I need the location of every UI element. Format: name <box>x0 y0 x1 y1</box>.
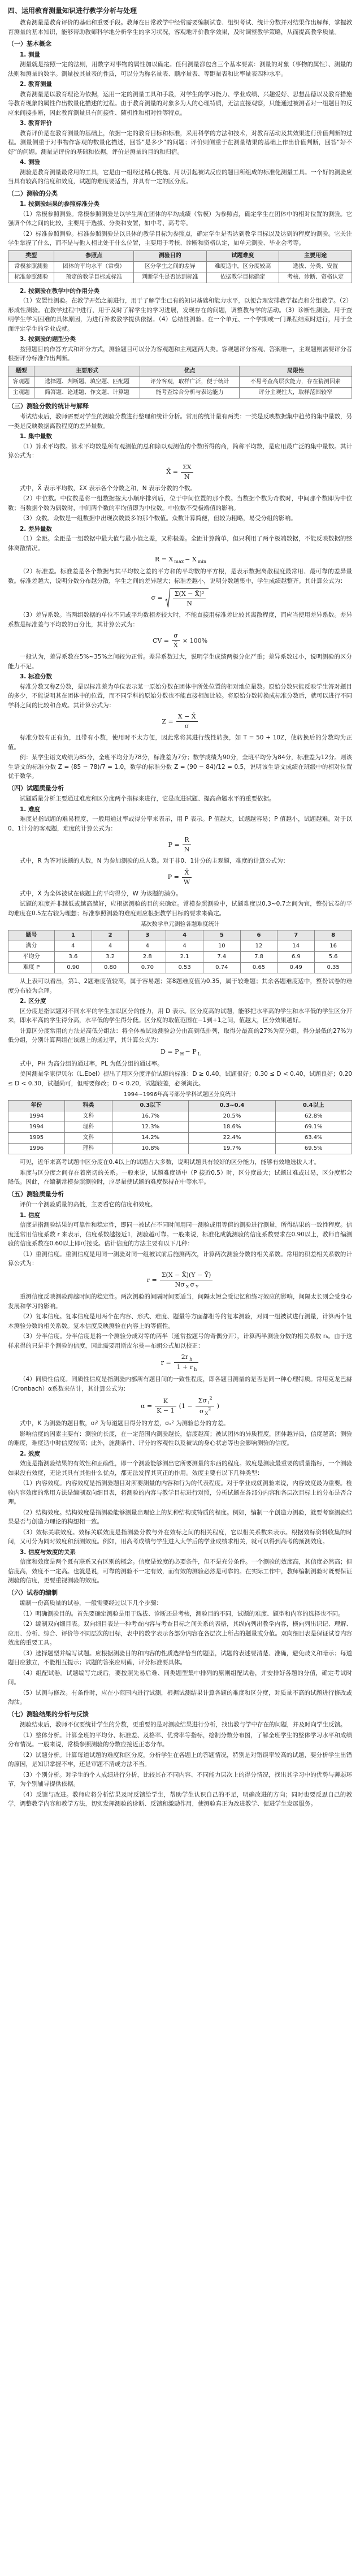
paragraph: （2）中位数。中位数是将一组数据按大小顺序排列后，位于中间位置的那个数。当数据个数为奇数时，中间那个数即为中位数；当数据个数为偶数时，中间两个数的平均值即为中位数。中位数不受极端值的影响。 <box>8 495 352 512</box>
formula-text: Z = <box>162 717 174 725</box>
fraction-numerator: ΣX <box>181 464 193 473</box>
paragraph: 式中，X̄ 表示平均数，ΣX 表示各个分数之和，N 表示分数的个数。 <box>20 484 196 492</box>
paragraph: 从上表可以看出，第1、2题难度值较高，属于容易题；第8题难度值为0.35，属于较难题；其余各题难度适中，整份试卷的难度分布较为合理。 <box>8 978 352 994</box>
fraction-numerator: X̄ <box>182 869 192 878</box>
table-cell: 满分 <box>8 941 55 952</box>
table-cell: 4 <box>92 941 129 952</box>
table-cell: 区分学生之间的差异 <box>133 261 206 272</box>
table-header-cell: 0.3以下 <box>112 1101 188 1111</box>
table-header-cell: 参照点 <box>54 250 133 261</box>
formula-subscript: Y <box>196 1284 199 1290</box>
subsection-heading: 2. 教育测量 <box>20 81 52 88</box>
table-cell: 文科 <box>64 1111 112 1122</box>
fraction-numerator <box>196 1396 214 1406</box>
section-heading: （三）测验分数的统计与解释 <box>8 402 89 410</box>
table-cell: 常模参照测验 <box>8 261 54 272</box>
table-header-cell: 主要形式 <box>34 366 140 376</box>
table-header-cell: 优点 <box>140 366 240 376</box>
fraction-numerator: Σ(X − X̄)(Y − Ȳ) <box>160 1271 213 1280</box>
paragraph: （2）复本信度。复本信度是用两个在内容、形式、难度、题量等方面都相等的复本测验，对同一组被试进行测量，计算两个复本测验分数的相关系数。复本信度反映测验在内容上的等值性。 <box>8 1313 352 1330</box>
fraction-numerator: Σ(X − X̄)² <box>173 590 206 599</box>
paragraph: 编制一份高质量的试卷，一般需要经过以下几个步骤： <box>20 1600 162 1607</box>
paragraph: 教育评价是在教育测量的基础上，依据一定的教育目标和标准，采用科学的方法和技术，对教育活动及其效果进行价值判断的过程。测量侧重于对事物作客观的数量化描述，回答“是多少”的问题；评价则侧重于在测量结果的基础上作出价值判断，回答“好不好”的问题。测量是评价的基础和依据，评价是测量的目的和归宿。 <box>8 129 352 155</box>
paragraph: 区分度是指试题对不同水平的学生加以区分的能力，用 D 表示。区分度高的试题，能够把水平高的学生和水平低的学生区分开来，即水平高的学生得分高，水平低的学生得分低。区分度的取值范围在−1到+1之间，值越大，区分效果越好。 <box>8 1007 352 1024</box>
table-header-cell: 2 <box>92 930 129 941</box>
formula-fraction <box>182 869 192 886</box>
paragraph: 评价一个测验质量的高低，主要看它的信度和效度。 <box>20 1201 157 1209</box>
subsection-heading: 2. 效度 <box>20 1450 40 1457</box>
table-cell: 4 <box>55 941 92 952</box>
paragraph: （1）全距。全距是一组数据中最大值与最小值之差，又称极差。全距计算简单，但只利用了两个极端数据，不能反映数据的整体离散情况。 <box>8 535 352 552</box>
table-cell: 团体的平均水平（常模） <box>54 261 133 272</box>
formula-text: − P <box>185 1047 197 1055</box>
paragraph: 测验结束后，教师不仅要统计学生的分数，更重要的是对测验结果进行分析，找出教与学中存在的问题，并及时向学生反馈。 <box>20 1721 346 1729</box>
table-cell: 62.8% <box>275 1111 352 1122</box>
paragraph: （1）算术平均数。算术平均数是所有观测值的总和除以观测值的个数所得的商，简称平均数，是应用最广泛的集中量数。其计算公式为： <box>8 443 352 459</box>
formula-text: ) <box>216 1402 219 1410</box>
table-cell: 评分主观性大，取样范围较窄 <box>239 387 352 398</box>
table-cell: 预定的教学目标或标准 <box>54 272 133 283</box>
paragraph: 式中，K 为测验的题目数，σᵢ² 为每道题目得分的方差，σₓ² 为测验总分的方差。 <box>20 1420 229 1427</box>
paragraph: 式中，X̄ 为全体被试在该题上的平均得分，W 为该题的满分。 <box>20 890 182 897</box>
paragraph: 影响信度的因素主要有：测验的长度，在一定范围内测验越长，信度越高；被试团体的异质程度，团体越异质，信度越高；测验的难度，难度适中时信度较高；此外，施测条件、评分的客观性以及被试的身心状态等也会影响测验的信度。 <box>8 1430 352 1447</box>
table-header-cell: 7 <box>277 930 315 941</box>
table-cell: 6.9 <box>277 952 315 963</box>
formula-subscript: h <box>189 1357 193 1362</box>
table-cell: 难度适中，区分度较高 <box>206 261 279 272</box>
paragraph: 式中，PH 为高分组的通过率，PL 为低分组的通过率。 <box>20 1060 163 1067</box>
table-cell: 难度 P <box>8 963 55 973</box>
formula-text: X̄ = <box>166 468 178 475</box>
table-header-cell: 类型 <box>8 250 54 261</box>
table-header-cell: 测验目的 <box>133 250 206 261</box>
table-cell: 12.3% <box>112 1122 188 1133</box>
subsection-heading: 2. 差异量数 <box>20 525 52 532</box>
table-cell: 评分客观，取样广泛，便于统计 <box>140 376 240 387</box>
formula-subscript: i <box>207 1400 210 1406</box>
table-cell: 16 <box>315 941 352 952</box>
document-title: 四、运用教育测量知识进行教学分析与处理 <box>8 7 137 15</box>
paragraph: （1）安置性测验。在教学开始之前进行，用于了解学生已有的知识基础和能力水平，以便合理安排教学起点和分组教学。（2）形成性测验。在教学过程中进行，用于及时了解学生的学习进展，发现存在的问题，调整教与学的活动。（3）诊断性测验。用于查明学生学习困难的具体原因，为进行补救教学提供依据。（4）总结性测验。在一个单元、一个学期或一门课程结束时进行，用于全面评定学生的学业成就。 <box>8 297 352 332</box>
table-cell: 2.8 <box>129 952 166 963</box>
formula-text: Nσ <box>175 1280 185 1288</box>
formula-fraction <box>183 836 192 854</box>
table-cell: 3.6 <box>55 952 92 963</box>
radicand <box>170 588 209 608</box>
formula <box>8 588 352 608</box>
paragraph: 计算区分度常用的方法是高低分组法：将全体被试按测验总分由高到低排列，取得分最高的27%为高分组，得分最低的27%为低分组，分别计算两组在该题上的通过率，其计算公式为： <box>8 1027 352 1044</box>
table-cell: 标准参照测验 <box>8 272 54 283</box>
table-row <box>8 1144 352 1154</box>
subsection-heading: 4. 测验 <box>20 159 40 166</box>
radical-sign <box>165 588 170 608</box>
formula-text: P = <box>168 841 180 848</box>
table-cell: 0.90 <box>55 963 92 973</box>
fraction-denominator: N <box>184 473 190 480</box>
data-table <box>8 1100 352 1154</box>
paragraph: 美国测量学家伊贝尔（L.Ebel）提出了用区分度评价试题的标准：D ≥ 0.40，试题很好；0.30 ≤ D < 0.40，试题良好；0.20 ≤ D < 0.30，试题尚可，但需要修改；D < 0.20，试题较差，必须淘汰。 <box>8 1071 352 1087</box>
paragraph: （3）众数。众数是一组数据中出现次数最多的那个数值。众数计算简便，但较为粗略，易受分组的影响。 <box>20 515 297 522</box>
table-cell: 16.7% <box>112 1111 188 1122</box>
paragraph: 教育测量是以教育理论为依据，运用一定的测量工具和手段，对学生的学习能力、学业成绩、兴趣爱好、思想品德以及教育措施等教育现象的属性作出数量化描述的过程。由于教育测量的对象多为人的心理特质，无法直接观察，只能通过被测者对一组题目的反应来间接推断，因此教育测量具有间接性、随机性和相对性等特点。 <box>8 90 352 116</box>
table-block <box>8 366 352 399</box>
paragraph: （1）整体分析。计算全班的平均分、标准差、及格率、优秀率等指标，绘制分数分布图，了解全班学生的整体学习水平和成绩分布情况。一般来说，常模参照测验的分数应接近正态分布。 <box>8 1731 352 1748</box>
paragraph: （2）结构效度。结构效度是指测验能够测量出理论上的某种结构或特质的程度。例如，编制一个创造力测验，就要考察测验结果是否与创造力理论的构想相一致。 <box>8 1509 352 1526</box>
formula-text: (1 − <box>179 1402 193 1410</box>
table-cell: 客观题 <box>8 376 34 387</box>
table-cell: 20.5% <box>189 1111 275 1122</box>
table-header-cell: 5 <box>203 930 240 941</box>
paragraph: （4）反馈与改进。教师应将分析结果及时反馈给学生，帮助学生认识自己的不足，明确改进的方向；同时也要反思自己的教学，调整教学内容和教学方法，切实发挥测验的诊断、反馈和激励作用，使测验真正为改进教学、促进学生发展服务。 <box>8 1791 352 1808</box>
table-header-row <box>8 1101 352 1111</box>
table-header-cell: 8 <box>315 930 352 941</box>
formula-superscript: 2 <box>209 1396 212 1401</box>
formula-text: σ <box>199 1407 204 1415</box>
table-cell: 69.1% <box>275 1122 352 1133</box>
fraction-denominator: K − 1 <box>157 1407 175 1415</box>
table-cell: 简答题、论述题、作文题、计算题 <box>34 387 140 398</box>
paragraph: 试题质量分析主要通过难度和区分度两个指标来进行，它是改进试题、提高命题水平的重要依据。 <box>20 795 275 803</box>
paragraph: 标准分数又称Z分数，是以标准差为单位表示某一原始分数在团体中所处位置的相对地位量数。原始分数只能反映学生答对题目的多少，不能说明其在团体中的位置，而不同学科的原始分数也不能直接相加比较。将原始分数转换成标准分数后，就可以进行不同学科之间的比较和合成。其计算公式为： <box>8 683 352 709</box>
table-header-row <box>8 366 352 376</box>
subsection-heading: 1. 按测验结果的参照标准分类 <box>20 201 99 207</box>
table-header-cell: 年份 <box>8 1101 65 1111</box>
table-header-cell: 0.4以上 <box>275 1101 352 1111</box>
table-cell: 4 <box>129 941 166 952</box>
formula-fraction <box>160 1271 213 1289</box>
formula-subscript: h <box>194 1367 197 1373</box>
formula <box>8 1353 352 1372</box>
table-cell: 14.2% <box>112 1133 188 1144</box>
paragraph: （1）内容效度。内容效度是指测验题目对所要测量的内容和行为的代表程度。对于学业成就测验来说，内容效度最为重要。检验内容效度的常用方法是编制双向细目表，将测验的内容与教学目标进行对照，分析试题在各部分内容和各层次目标上的分布是否合理。 <box>8 1480 352 1506</box>
table-header-cell: 试题难度 <box>206 250 279 261</box>
paragraph: 例：某学生语文成绩为85分，全班平均分为78分，标准差为7分；数学成绩为90分，全班平均分为84分，标准差为12分。则该生语文的标准分数 Z = (85 − 78)/7 = 1.0，数学的标准分数 Z = (90 − 84)/12 = 0.5，说明该生语文成绩在班级中的相对位置优于数学。 <box>8 754 352 780</box>
table-cell: 19.7% <box>189 1144 275 1154</box>
paragraph: （3）差异系数。当两组数据的单位不同或平均数相差较大时，不能直接用标准差比较其离散程度，而应当使用差异系数。差异系数是标准差与平均数的百分比，其计算公式为： <box>8 612 352 628</box>
formula-fraction <box>155 1397 176 1415</box>
table-cell: 10 <box>203 941 240 952</box>
data-table <box>8 250 352 283</box>
table-header-cell: 6 <box>240 930 277 941</box>
formula-fraction <box>196 1396 214 1416</box>
section-heading: （四）试题质量分析 <box>8 784 64 792</box>
table-header-cell: 4 <box>166 930 203 941</box>
table-cell: 63.4% <box>275 1133 352 1144</box>
table-cell: 1996 <box>8 1144 65 1154</box>
fraction-numerator: R <box>183 836 192 845</box>
formula-subscript: H <box>180 1051 184 1057</box>
paragraph: 重测信度反映测验跨越时间的稳定性。两次测验的间隔时间要适当，间隔太短会受记忆和练习效应的影响，间隔太长则会受身心发展和学习的影响。 <box>8 1293 352 1310</box>
paragraph: 考试结束后，教师需要对学生的测验分数进行整理和统计分析。常用的统计量有两类：一类是反映数据集中趋势的集中量数，另一类是反映数据离散程度的差异量数。 <box>8 413 352 430</box>
fraction-denominator <box>160 1280 213 1289</box>
formula-text: α = <box>141 1402 153 1410</box>
table-row <box>8 261 352 272</box>
table-row <box>8 963 352 973</box>
paragraph: （2）编制双向细目表。双向细目表是一种考查内容与考查目标之间关系的表格，其纵向列出教学内容，横向列出识记、理解、应用、分析、综合、评价等不同层次的目标，表中的数字表示各部分内容在各层次上所占的题量或分值。双向细目表是保证试卷内容效度的重要工具。 <box>8 1621 352 1647</box>
formula-text: CV = <box>152 637 170 644</box>
table-row <box>8 376 352 387</box>
formula-text: Σσ <box>198 1397 207 1405</box>
formula <box>8 464 352 481</box>
table-row <box>8 1122 352 1133</box>
paragraph: （1）常模参照测验。常模参照测验是以学生所在团体的平均成绩（常模）为参照点，确定学生在团体中的相对位置的测验。它强调个体之间的比较，主要用于选拔、分类和安置，如中考、高考等。 <box>8 210 352 227</box>
table-cell: 0.35 <box>315 963 352 973</box>
table-cell: 考核、诊断、资格认定 <box>279 272 352 283</box>
formula <box>8 869 352 886</box>
paragraph: 信度是指测验结果的可靠性和稳定性，即同一被试在不同时间用同一测验或用等值的测验进行测量，所得结果的一致性程度。信度通常用信度系数 r 来表示，信度系数越接近1，测验越可靠。一般来说，标准化成就测验的信度系数要求在0.90以上，教师自编测验的信度系数在0.60以上即可接受。估计信度的方法主要有以下几种： <box>8 1222 352 1248</box>
subsection-heading: 1. 难度 <box>20 806 40 813</box>
table-cell: 18.6% <box>189 1122 275 1133</box>
fraction-numerator <box>174 1353 199 1363</box>
formula-text: σ = <box>151 594 163 602</box>
paragraph: （2）试题分析。计算每道试题的难度和区分度，分析学生在各题上的答题情况，特别是对错误率较高的试题，要分析学生出错的原因，是知识掌握不牢，还是审题不清或方法不当。 <box>8 1751 352 1768</box>
table-cell: 0.80 <box>92 963 129 973</box>
table-cell: 理科 <box>64 1144 112 1154</box>
paragraph: （3）分半信度。分半信度是将一个测验分成对等的两半（通常按题号的奇偶分开），计算两半测验分数的相关系数 rₕ。由于这样求得的只是半个测验的信度，因此需要用斯皮尔曼—布朗公式加以校正： <box>8 1333 352 1349</box>
table-cell: 69.5% <box>275 1144 352 1154</box>
table-row <box>8 387 352 398</box>
paragraph: 标准分数有正有负，且带有小数，使用时不太方便，因此常将其进行线性转换，如 T = 50 + 10Z，使转换后的分数均为正值。 <box>8 734 352 751</box>
formula <box>8 556 352 564</box>
subsection-heading: 3. 教育评价 <box>20 120 52 127</box>
section-heading: （一）基本概念 <box>8 40 51 47</box>
table-header-cell: 3 <box>129 930 166 941</box>
paragraph: （1）明确测验目的。首先要确定测验是用于选拔、诊断还是考核，测验目的不同，试题的难度、题型和内容的选择也不同。 <box>20 1610 344 1617</box>
fraction-numerator: σ <box>172 632 180 641</box>
table-header-cell: 科类 <box>64 1101 112 1111</box>
table-cell: 判断学生是否达到标准 <box>133 272 206 283</box>
fraction-denominator: W <box>183 878 190 886</box>
formula-text: r = <box>161 1358 171 1366</box>
table-cell: 能考查综合分析与表达能力 <box>140 387 240 398</box>
formula-text: − X <box>185 556 197 563</box>
table-cell: 平均分 <box>8 952 55 963</box>
table-cell: 文科 <box>64 1133 112 1144</box>
paragraph: 按照题目的作答方式和评分方式，测验题目可以分为客观题和主观题两大类。客观题评分客观、答案唯一，主观题则需要评分者根据评分标准作出判断。 <box>8 345 352 362</box>
formula-fraction <box>172 632 180 650</box>
table-cell: 0.70 <box>129 963 166 973</box>
fraction-denominator <box>196 1406 214 1416</box>
table-header-cell: 1 <box>55 930 92 941</box>
formula <box>8 1396 352 1416</box>
subsection-heading: 2. 区分度 <box>20 998 46 1005</box>
paragraph: （3）个别分析。对学生的个人成绩进行分析，比较其在不同内容、不同能力层次上的得分情况，找出其学习中的优势与薄弱环节，为个别辅导提供依据。 <box>8 1771 352 1788</box>
formula-subscript: max <box>174 559 184 565</box>
formula-fraction <box>176 713 198 730</box>
table-caption: 1994~1996年高考部分学科试题区分度统计 <box>123 1092 237 1098</box>
formula-text: 1 + r <box>176 1363 193 1371</box>
paragraph: 难度是指试题的难易程度，一般用通过率或得分率来表示，用 P 表示。P 值越大，试题越容易；P 值越小，试题越难。对于以0、1计分的客观题，难度的计算公式为： <box>8 816 352 832</box>
formula-subscript: X <box>185 1284 189 1290</box>
formula-subscript: min <box>197 559 207 565</box>
subsection-heading: 1. 信度 <box>20 1211 40 1219</box>
table-cell: 7.8 <box>240 952 277 963</box>
paragraph: 测验是教育测量最常用的工具，它是由一组经过精心挑选、用以引起被试反应的题目所组成的标准化测量工具。一个好的测验应当具有较高的信度和效度，试题的难度要适当，并具有一定的区分度。 <box>8 168 352 185</box>
fraction-denominator: N <box>184 846 190 854</box>
fraction-numerator: K <box>155 1397 176 1406</box>
table-cell: 14 <box>277 941 315 952</box>
fraction-numerator: X − X̄ <box>176 713 198 722</box>
paragraph: （3）效标关联效度。效标关联效度是指测验分数与外在效标之间的相关程度，它以相关系数来表示。根据效标资料收集的时间，又可分为同时效度和预测效度。例如，用高考成绩与学生进入大学后的学业成绩求相关，就可以得到高考的预测效度。 <box>8 1529 352 1545</box>
table-block <box>8 250 352 283</box>
data-table <box>8 930 352 973</box>
table-cell: 1994 <box>8 1111 65 1122</box>
table-cell: 主观题 <box>8 387 34 398</box>
paragraph: （4）同质性信度。同质性信度是指测验内部所有题目间的一致性程度，即各题目测量的是否是同一种心理特质。常用克龙巴赫（Cronbach）α系数来估计，其计算公式为： <box>8 1376 352 1392</box>
table-cell: 1994 <box>8 1122 65 1133</box>
table-block <box>8 1090 352 1154</box>
section-heading: （二）测验的分类 <box>8 189 58 197</box>
formula-text: r = <box>146 1276 157 1284</box>
table-row <box>8 272 352 283</box>
formula <box>8 632 352 650</box>
section-heading: （六）试卷的编制 <box>8 1588 58 1596</box>
table-header-cell: 局限性 <box>239 366 352 376</box>
table-cell: 3.2 <box>92 952 129 963</box>
fraction-denominator <box>174 1363 199 1372</box>
subsection-heading: 2. 按测验在教学中的作用分类 <box>20 287 99 295</box>
table-cell: 不易考查高层次能力，存在猜测因素 <box>239 376 352 387</box>
table-header-row <box>8 250 352 261</box>
formula-subscript: X <box>205 1411 209 1417</box>
formula <box>8 713 352 730</box>
table-cell: 12 <box>240 941 277 952</box>
table-cell: 4 <box>166 941 203 952</box>
table-cell: 0.49 <box>277 963 315 973</box>
table-header-cell: 题号 <box>8 930 55 941</box>
table-cell: 1995 <box>8 1133 65 1144</box>
formula-square-root <box>165 588 209 608</box>
formula-fraction <box>174 1353 199 1372</box>
table-row <box>8 941 352 952</box>
paragraph: 式中，R 为答对该题的人数，N 为参加测验的总人数。对于非0、1计分的主观题，难度的计算公式为： <box>20 858 289 865</box>
paragraph: 测量就是按照一定的法则，用数字对事物的属性加以确定。任何测量都包含三个基本要素：测量的对象（事物的属性）、测量的法则和测量的数字。测量按其量表的性质，可以分为称名量表、顺序量表、等距量表和比率量表四种水平。 <box>8 61 352 77</box>
table-cell: 选拔、分类、安置 <box>279 261 352 272</box>
paragraph: 可见，近年来高考试题中区分度在0.4以上的试题占大多数，说明试题具有较好的区分能力，能够有效地选拔人才。 <box>20 1159 320 1166</box>
formula-text: × 100% <box>182 637 208 644</box>
table-cell: 7.4 <box>203 952 240 963</box>
table-cell: 10.8% <box>112 1144 188 1154</box>
table-cell: 22.4% <box>189 1133 275 1144</box>
subsection-heading: 3. 信度与效度的关系 <box>20 1548 76 1556</box>
paragraph: 信度和效度是两个既有联系又有区别的概念。信度是效度的必要条件，但不是充分条件。一个测验的效度高，其信度必然高；但信度高，效度不一定高。也就是说，可靠的测验不一定有效，而有效的测验必然是可靠的。在实际工作中，教师编制测验时既要保证测验的信度，更要重视测验的效度。 <box>8 1558 352 1584</box>
table-cell: 0.53 <box>166 963 203 973</box>
subsection-heading: 3. 按测验的题型分类 <box>20 336 76 343</box>
paragraph: 一般认为，差异系数在5%~35%之间较为正常。差异系数过大，说明学生成绩两极分化严重；差异系数过小，说明测验的区分能力不足。 <box>8 653 352 670</box>
radical-sign-icon <box>165 588 170 608</box>
formula-text: 2r <box>181 1353 189 1361</box>
table-cell: 依据教学目标确定 <box>206 272 279 283</box>
table-cell: 0.74 <box>203 963 240 973</box>
table-caption: 某次数学单元测验各题难度统计 <box>140 921 220 928</box>
paragraph: （1）重测信度。重测信度是用同一测验对同一组被试前后施测两次，计算两次测验分数的相关系数。常用的积差相关系数的计算公式为： <box>8 1250 352 1267</box>
table-cell: 2.1 <box>166 952 203 963</box>
table-block <box>8 920 352 973</box>
table-row <box>8 952 352 963</box>
paragraph: （3）选择题型并编写试题。应根据测验目的和内容的性质选择恰当的题型，试题的表述要清楚、准确，避免歧义和暗示；每道题目应独立，不能相互提示；试题的答案应明确，评分标准要具体。 <box>8 1649 352 1666</box>
subsection-heading: 1. 集中量数 <box>20 433 52 440</box>
table-header-cell: 主要用途 <box>279 250 352 261</box>
formula-fraction <box>173 590 206 608</box>
formula-fraction <box>181 464 193 481</box>
formula-text: σ <box>190 1280 195 1288</box>
table-cell: 选择题、判断题、填空题、匹配题 <box>34 376 140 387</box>
formula-text: D = P <box>161 1047 179 1055</box>
table-cell: 0.65 <box>240 963 277 973</box>
formula <box>8 836 352 854</box>
paragraph: 试题的难度并非越低或越高越好，应根据测验的目的来确定。常模参照测验中，试题难度以0.3~0.7之间为宜，整份试卷的平均难度在0.5左右较为理想；标准参照测验的难度则应根据教学目标的要求来确定。 <box>8 900 352 917</box>
formula <box>8 1048 352 1057</box>
formula-subscript: L <box>197 1051 201 1057</box>
subsection-heading: 3. 标准分数 <box>20 673 52 681</box>
document-body <box>8 18 352 1809</box>
section-heading: （七）测验结果的分析与反馈 <box>8 1710 89 1718</box>
formula-superscript: 2 <box>208 1406 211 1412</box>
paragraph: （2）标准差。标准差是各个数据与其平均数之差的平方和的平均数的平方根，是表示数据离散程度最常用、最可靠的差异量数。标准差越大，说明分数分布越分散，学生之间的差异越大；标准差越小，说明分数越集中，学生成绩越整齐。其计算公式为： <box>8 568 352 585</box>
data-table <box>8 366 352 399</box>
paragraph: （2）标准参照测验。标准参照测验是以具体的教学目标为参照点，确定学生是否达到教学目标以及达到的程度的测验。它关注学生掌握了什么，而不是与他人相比处于什么位置，主要用于考核、诊断和资格认定，如单元测验、毕业会考等。 <box>8 230 352 246</box>
paragraph: 效度是指测验结果的有效性和正确性，即一个测验能够测出它所要测量的东西的程度。效度是测验最重要的质量指标，一个测验如果没有效度，无论其具有其他什么优点，都无法发挥其真正的作用。效度主要有以下几种类型： <box>8 1460 352 1477</box>
table-header-cell: 0.3~0.4 <box>189 1101 275 1111</box>
section-heading: （五）测验质量分析 <box>8 1190 64 1198</box>
formula-text: P = <box>167 873 179 881</box>
paragraph: 教育测量是教育评价的基础和重要手段。教师在日常教学中经常需要编制试卷、组织考试、统计分数并对结果作出解释，掌握教育测量的基本知识，能够帮助教师科学地分析学生的学习状况，客观地评价教学效果，及时调整教学策略，从而提高教学质量。 <box>8 19 352 36</box>
formula <box>8 1271 352 1289</box>
table-cell: 5.6 <box>315 952 352 963</box>
table-row <box>8 1133 352 1144</box>
table-cell: 理科 <box>64 1122 112 1133</box>
table-row <box>8 1111 352 1122</box>
fraction-denominator: X̄ <box>174 642 178 650</box>
paragraph: （4）组配试卷。试题编写完成后，要按照先易后难、同类题型集中排列的原则组配试卷，并安排好各题的分值，确定考试时间。 <box>8 1669 352 1686</box>
fraction-denominator: N <box>186 600 192 608</box>
subsection-heading: 1. 测量 <box>20 51 40 58</box>
fraction-denominator: σ <box>184 722 189 730</box>
formula-text: R = X <box>154 556 174 563</box>
table-header-cell: 题型 <box>8 366 34 376</box>
paragraph: （5）试测与修改。有条件时，应在小范围内进行试测，根据试测结果计算各题的难度和区分度，对质量不高的试题进行修改或淘汰。 <box>8 1689 352 1706</box>
paragraph: 难度与区分度之间存在着密切的关系。一般来说，试题难度适中（P 接近0.5）时，区分度最大；试题过难或过易，区分度都会降低。因此，在编制常模参照测验时，应尽量使试题的难度保持在中等水平。 <box>8 1169 352 1186</box>
table-header-row <box>8 930 352 941</box>
